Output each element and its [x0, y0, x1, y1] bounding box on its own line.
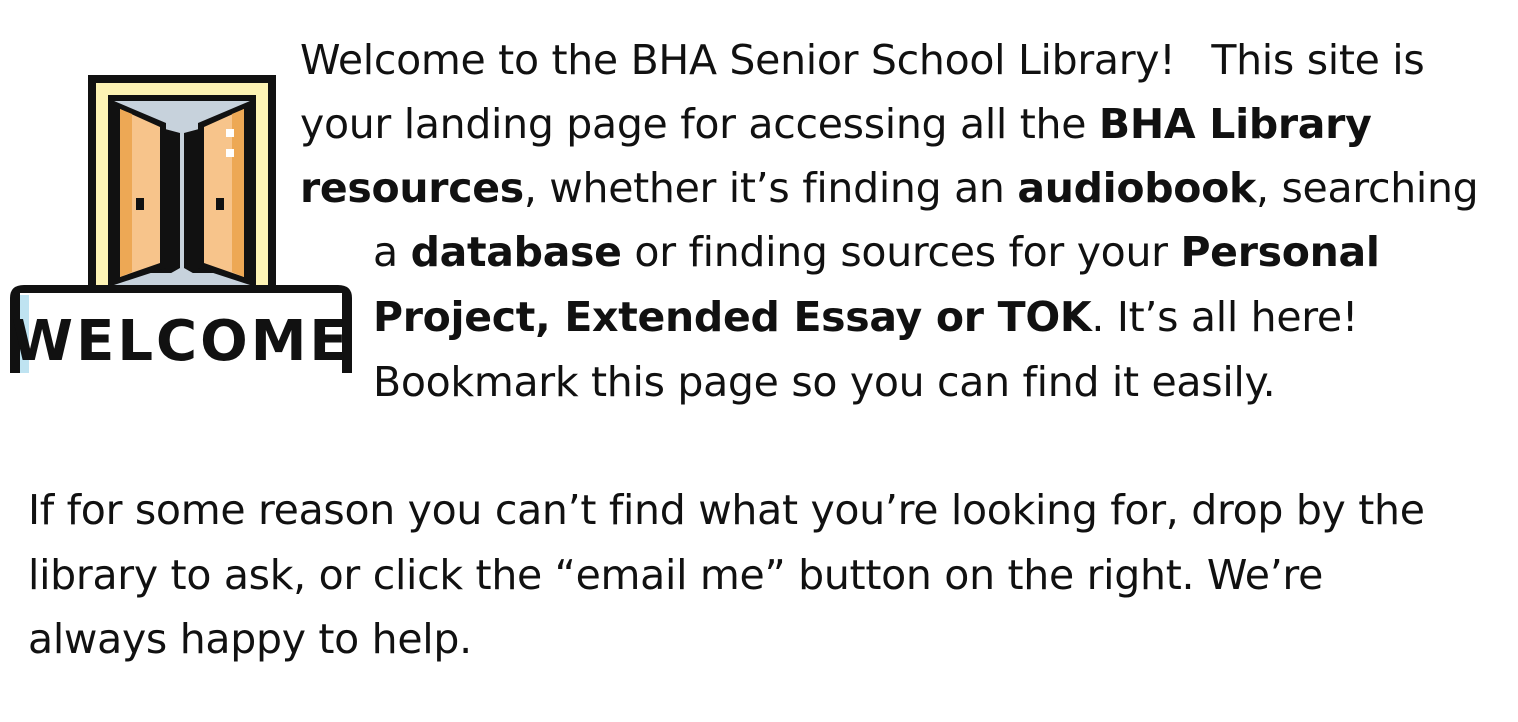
audiobook-highlight: audiobook [1017, 164, 1257, 212]
project-essay-tok-highlight: Project, Extended Essay or TOK [373, 293, 1092, 341]
intro-text: . It’s all here! [1091, 293, 1358, 341]
left-door-knob [136, 198, 144, 210]
resources-highlight: resources [300, 164, 524, 212]
personal-highlight: Personal [1180, 228, 1380, 276]
intro-text: This site is [1211, 36, 1425, 84]
intro-text: or finding sources for your [621, 228, 1181, 276]
welcome-sign-text: WELCOME [11, 309, 351, 374]
intro-line-5 [373, 285, 1358, 349]
help-line-1: If for some reason you can’t find what you’re looking for, drop by the [28, 486, 1425, 534]
intro-text: , searching [1256, 164, 1479, 212]
bha-library-highlight: BHA Library [1098, 100, 1372, 148]
intro-line-4 [373, 220, 1380, 284]
intro-line-2 [300, 92, 1372, 156]
right-door-knob [216, 198, 224, 210]
intro-line-3 [300, 156, 1478, 220]
intro-line-1 [300, 28, 1424, 92]
database-highlight: database [410, 228, 622, 276]
help-line-2: library to ask, or click the “email me” button on the right. We’re [28, 551, 1324, 599]
intro-text: , whether it’s finding an [523, 164, 1018, 212]
intro-line-6 [373, 350, 1275, 414]
intro-text: a [373, 228, 411, 276]
intro-text: Bookmark this page so you can find it easily. [373, 358, 1276, 406]
help-line-3: always happy to help. [28, 615, 472, 663]
intro-text: your landing page for accessing all the [300, 100, 1099, 148]
intro-text: Welcome to the BHA Senior School Library! [300, 36, 1176, 84]
